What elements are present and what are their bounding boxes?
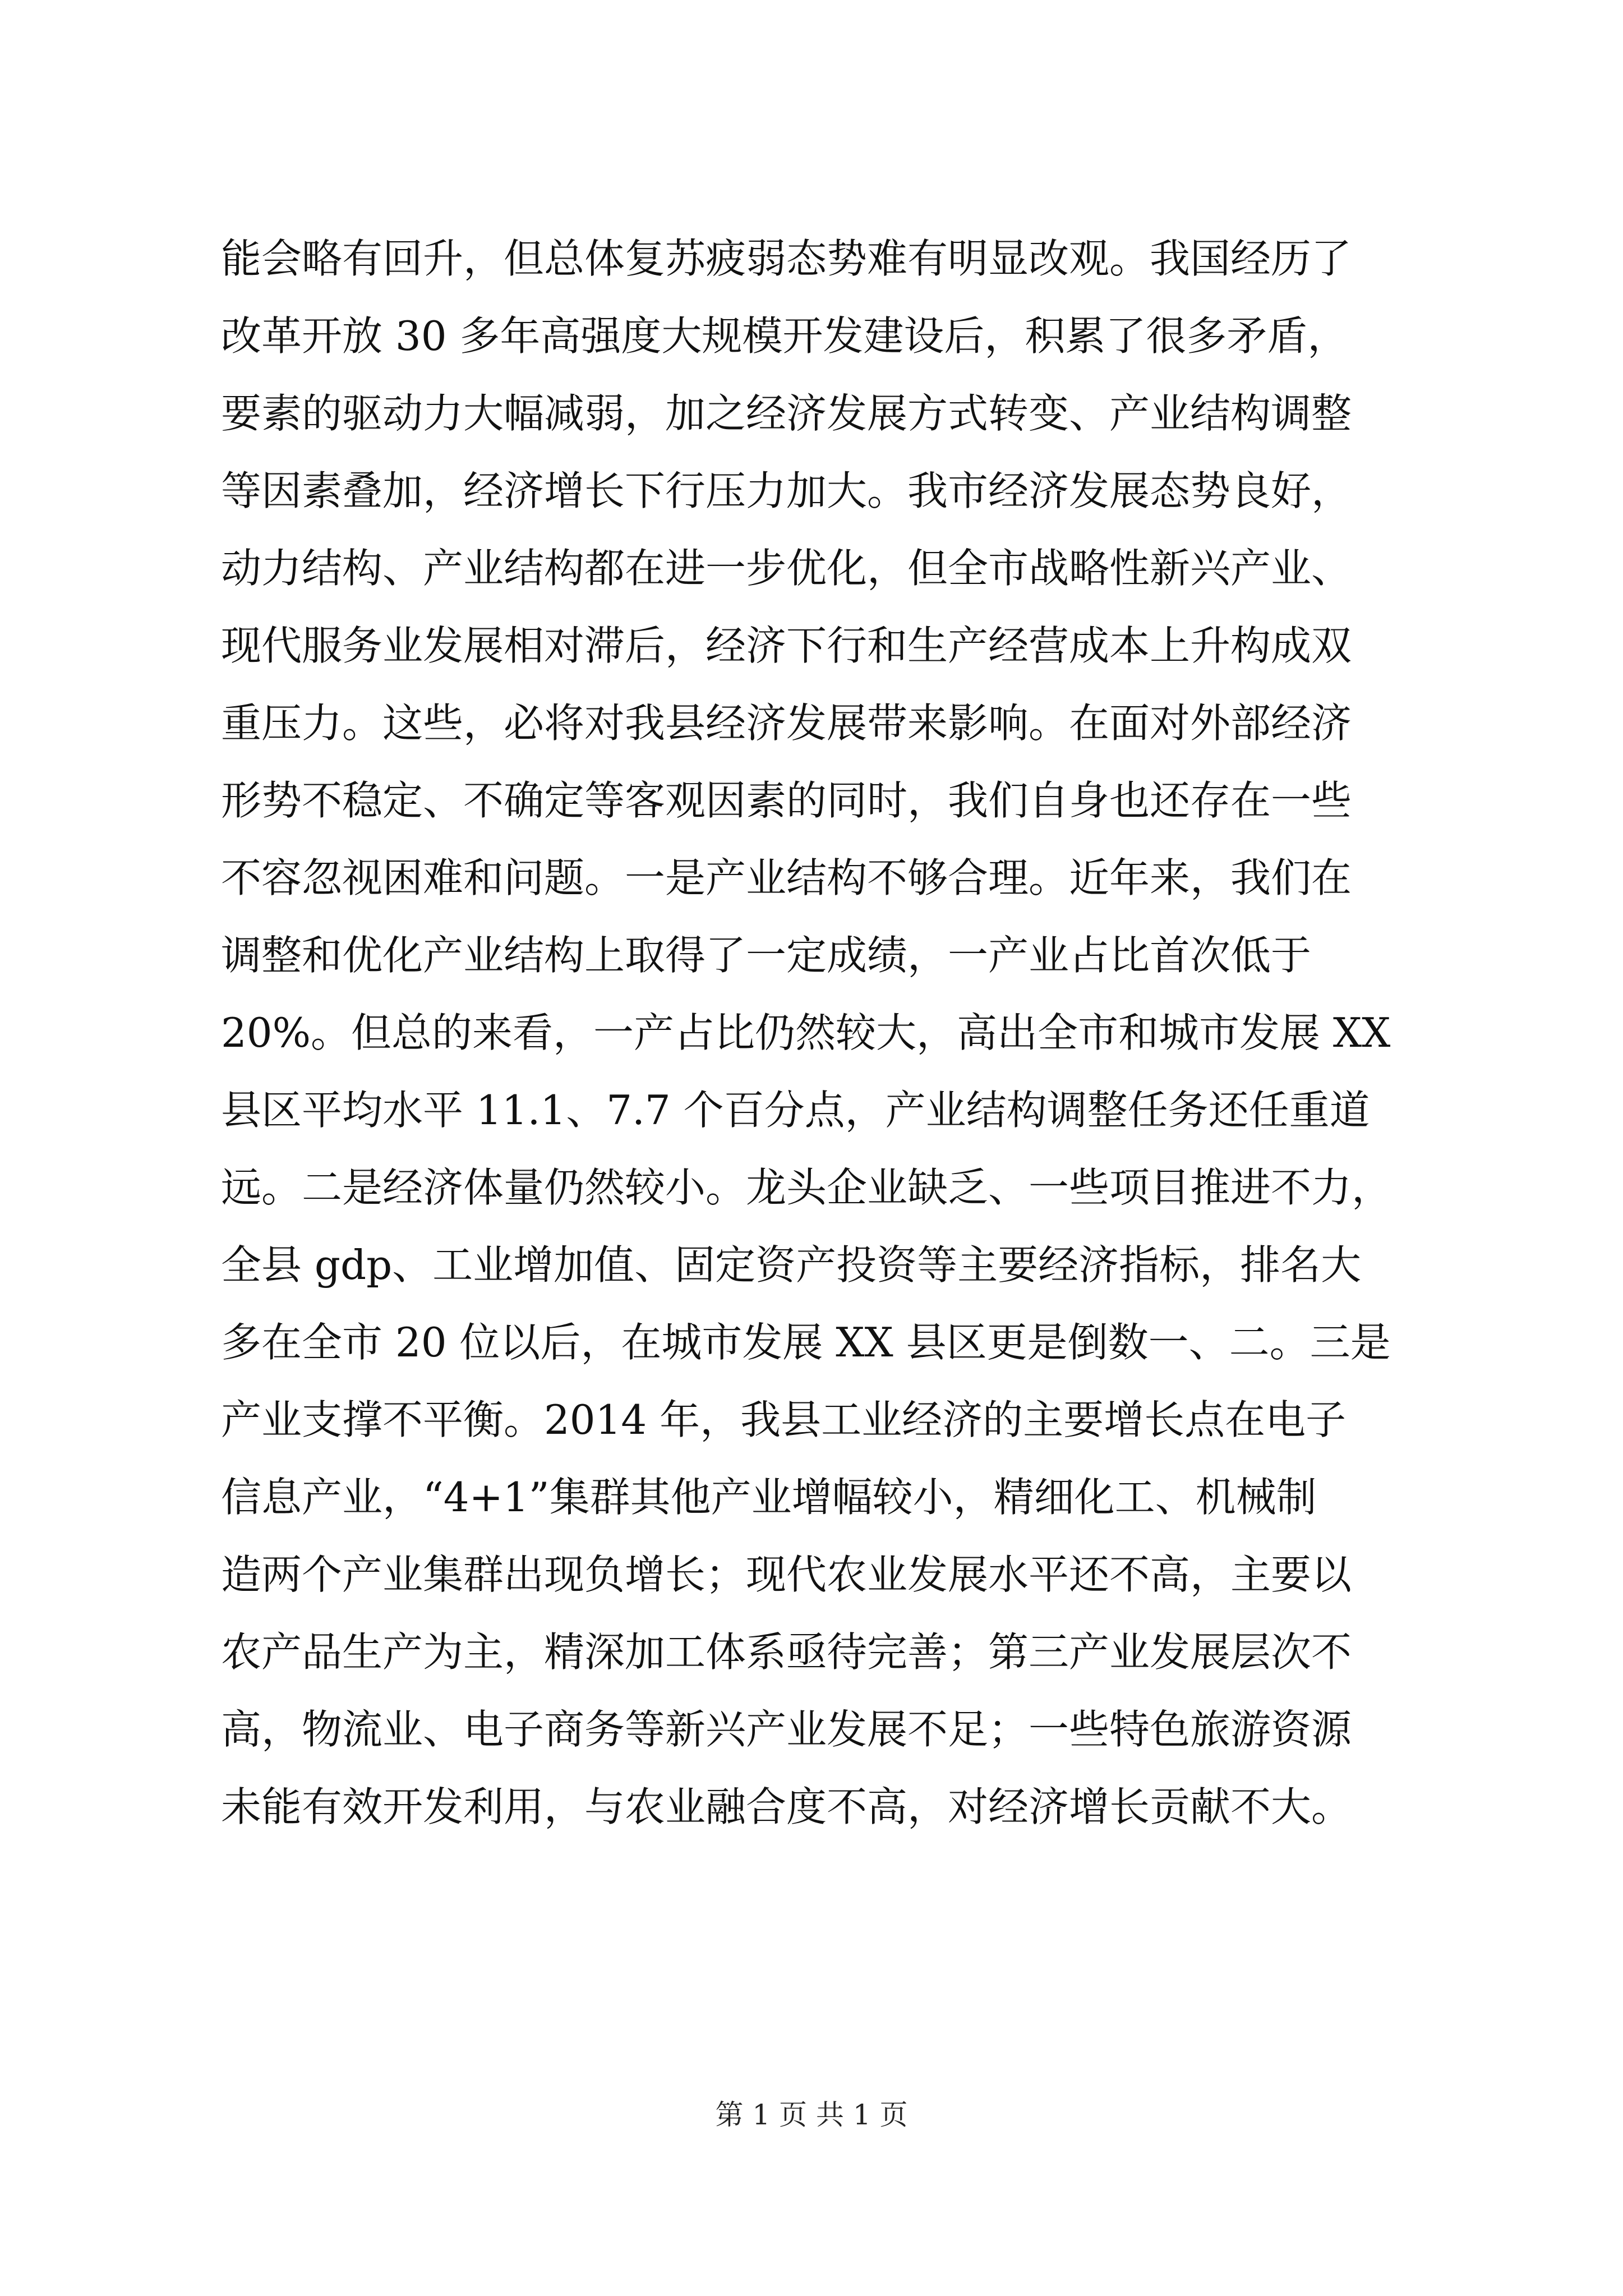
text-line: 20%。但总的来看，一产占比仍然较大，高出全市和城市发展 XX <box>221 1009 1391 1056</box>
text-line: 现代服务业发展相对滞后，经济下行和生产经营成本上升构成双 <box>221 622 1352 669</box>
text-line: 全县 gdp、工业增加值、固定资产投资等主要经济指标，排名大 <box>221 1241 1362 1289</box>
page-footer: 第 1 页 共 1 页 <box>715 2099 908 2131</box>
text-line: 能会略有回升，但总体复苏疲弱态势难有明显改观。我国经历了 <box>221 235 1352 282</box>
text-line: 农产品生产为主，精深加工体系亟待完善；第三产业发展层次不 <box>221 1628 1352 1676</box>
text-line: 不容忽视困难和问题。一是产业结构不够合理。近年来，我们在 <box>221 854 1352 901</box>
text-line: 等因素叠加，经济增长下行压力加大。我市经济发展态势良好， <box>221 467 1352 514</box>
text-line: 形势不稳定、不确定等客观因素的同时，我们自身也还存在一些 <box>221 777 1352 824</box>
text-line: 信息产业，“4+1”集群其他产业增幅较小，精细化工、机械制 <box>221 1474 1317 1521</box>
text-line: 动力结构、产业结构都在进一步优化，但全市战略性新兴产业、 <box>221 545 1352 592</box>
text-line: 多在全市 20 位以后，在城市发展 XX 县区更是倒数一、二。三是 <box>221 1319 1391 1366</box>
text-line: 造两个产业集群出现负增长；现代农业发展水平还不高，主要以 <box>221 1551 1352 1598</box>
text-line: 高，物流业、电子商务等新兴产业发展不足；一些特色旅游资源 <box>221 1706 1352 1753</box>
text-line: 重压力。这些，必将对我县经济发展带来影响。在面对外部经济 <box>221 700 1352 747</box>
text-line: 远。二是经济体量仍然较小。龙头企业缺乏、一些项目推进不力， <box>221 1164 1393 1211</box>
body-text <box>221 220 1410 1846</box>
text-line: 要素的驱动力大幅减弱，加之经济发展方式转变、产业结构调整 <box>221 390 1352 437</box>
text-line: 产业支撑不平衡。2014 年，我县工业经济的主要增长点在电子 <box>221 1396 1347 1443</box>
text-line: 县区平均水平 11.1、7.7 个百分点，产业结构调整任务还任重道 <box>221 1087 1370 1134</box>
text-line: 调整和优化产业结构上取得了一定成绩，一产业占比首次低于 <box>221 932 1312 979</box>
text-line: 改革开放 30 多年高强度大规模开发建设后，积累了很多矛盾， <box>221 312 1348 360</box>
text-line: 未能有效开发利用，与农业融合度不高，对经济增长贡献不大。 <box>221 1783 1352 1830</box>
